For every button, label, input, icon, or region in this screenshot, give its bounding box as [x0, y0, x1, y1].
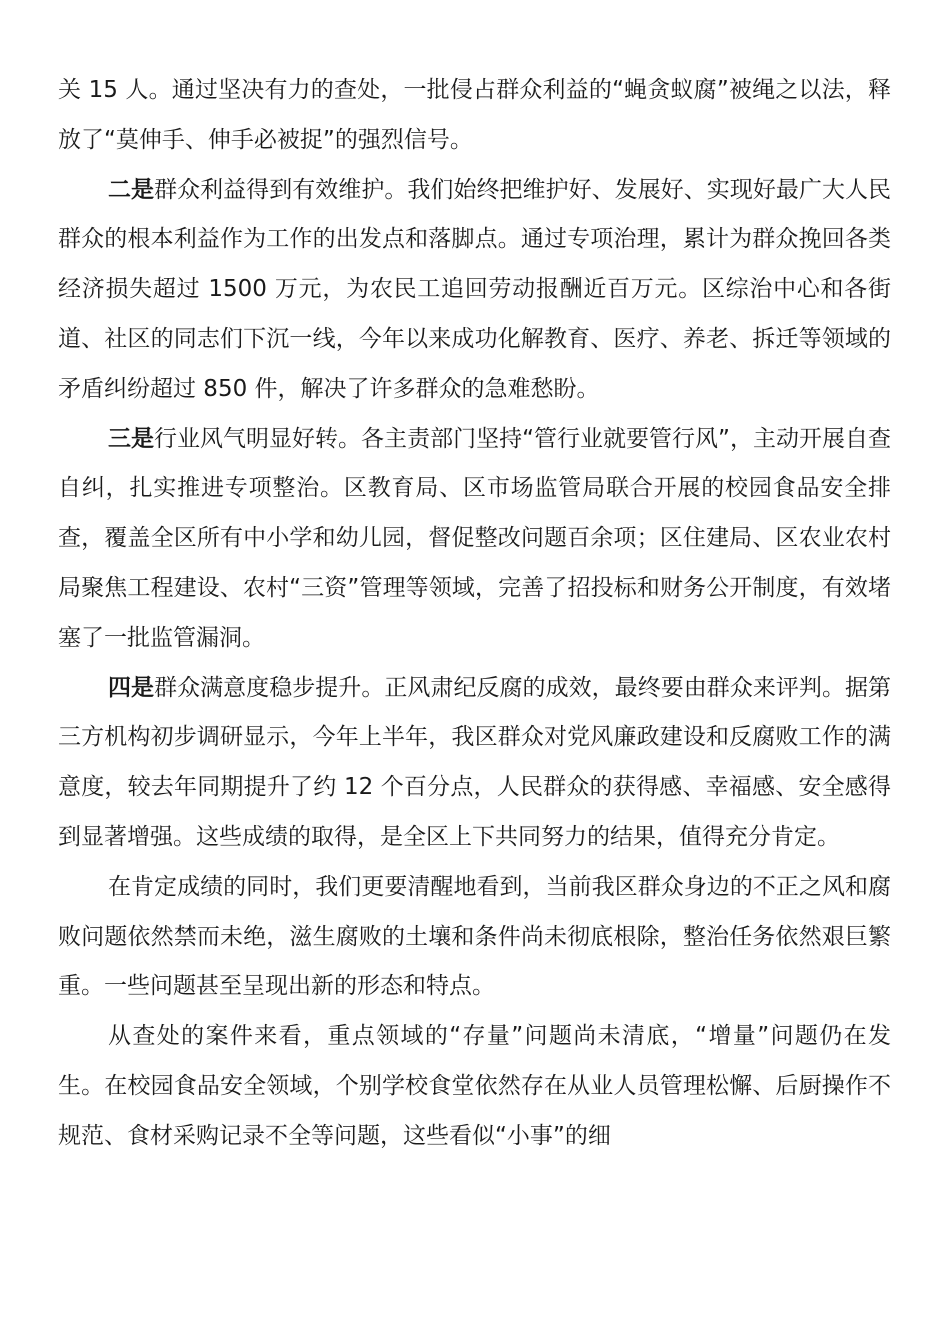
paragraph-text: 从查处的案件来看，重点领域的“存量”问题尚未清底，“增量”问题仍在发生。在校园食品安全领域，个别学校食堂依然存在从业人员管理松懈、后厨操作不规范、食材采购记录不全等问题，这些看似“小事”的细 [58, 1023, 891, 1149]
paragraph-problems-intro [58, 863, 891, 1012]
paragraph-case-analysis [58, 1012, 891, 1161]
paragraph-lead: 四是 [108, 674, 155, 701]
paragraph-lead: 二是 [108, 176, 155, 203]
paragraph-continuation [58, 66, 891, 166]
paragraph-text: 群众利益得到有效维护。我们始终把维护好、发展好、实现好最广大人民群众的根本利益作为工作的出发点和落脚点。通过专项治理，累计为群众挽回各类经济损失超过 1500 万元，为农民工追回劳动报酬近百万元。区综治中心和各街道、社区的同志们下沉一线，今年以来成功化解教育、医疗、养老、拆迁等领域的矛盾纠纷超过 850 件，解决了许多群众的急难愁盼。 [58, 176, 892, 402]
paragraph-lead: 三是 [108, 425, 155, 452]
paragraph-point-three [58, 415, 891, 664]
paragraph-text: 群众满意度稳步提升。正风肃纪反腐的成效，最终要由群众来评判。据第三方机构初步调研显示，今年上半年，我区群众对党风廉政建设和反腐败工作的满意度，较去年同期提升了约 12 个百分点，人民群众的获得感、幸福感、安全感得到显著增强。这些成绩的取得，是全区上下共同努力的结果，值得充分肯定。 [58, 674, 892, 850]
paragraph-text: 在肯定成绩的同时，我们更要清醒地看到，当前我区群众身边的不正之风和腐败问题依然禁而未绝，滋生腐败的土壤和条件尚未彻底根除，整治任务依然艰巨繁重。一些问题甚至呈现出新的形态和特点。 [58, 873, 891, 1000]
document-body [58, 66, 891, 1162]
paragraph-point-four [58, 664, 891, 863]
paragraph-text: 行业风气明显好转。各主责部门坚持“管行业就要管行风”，主动开展自查自纠，扎实推进专项整治。区教育局、区市场监管局联合开展的校园食品安全排查，覆盖全区所有中小学和幼儿园，督促整改问题百余项；区住建局、区农业农村局聚焦工程建设、农村“三资”管理等领域，完善了招投标和财务公开制度，有效堵塞了一批监管漏洞。 [58, 425, 891, 651]
paragraph-text: 关 15 人。通过坚决有力的查处，一批侵占群众利益的“蝇贪蚁腐”被绳之以法，释放了“莫伸手、伸手必被捉”的强烈信号。 [58, 77, 891, 153]
paragraph-point-two [58, 166, 891, 415]
